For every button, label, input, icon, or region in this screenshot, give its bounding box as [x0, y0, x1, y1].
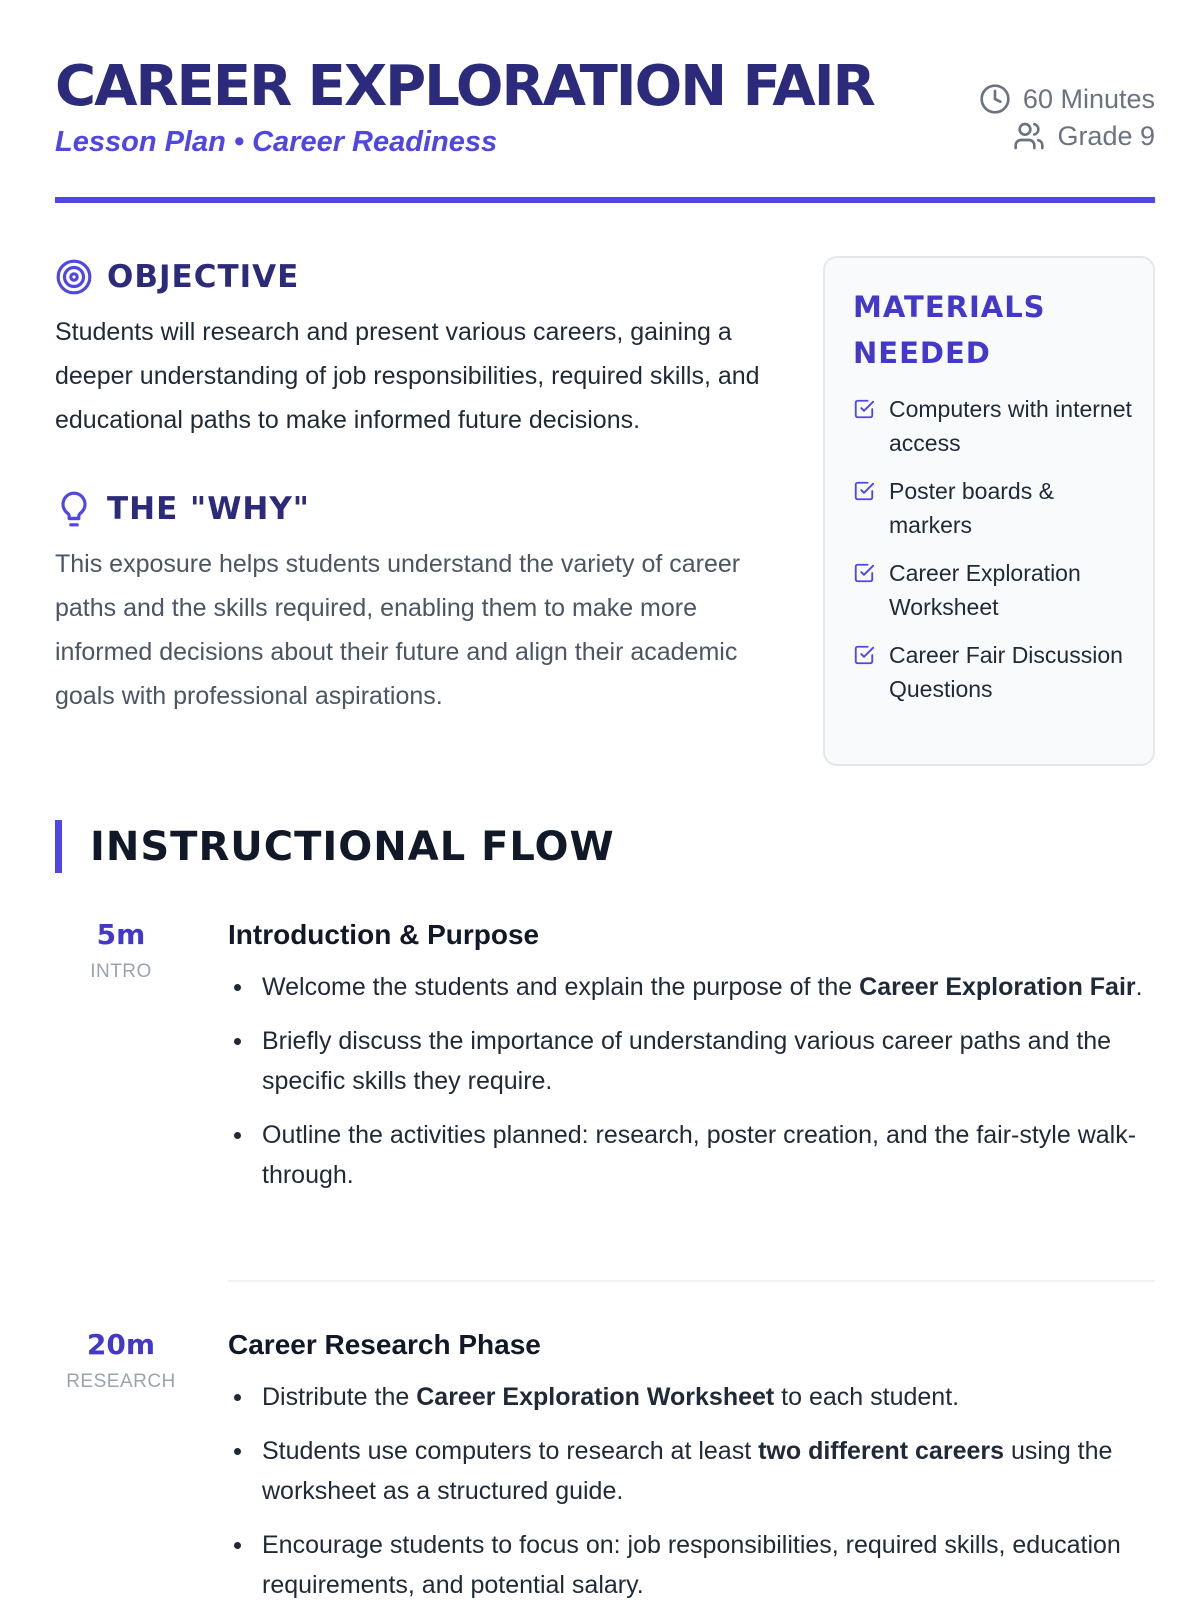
- step-phase-label: RESEARCH: [66, 1371, 176, 1392]
- objective-text: Students will research and present various careers, gaining a deeper understanding of job responsibilities, required skills, and educational paths to make informed future decisions.: [55, 318, 760, 434]
- bullet-text: Students use computers to research at least: [262, 1437, 759, 1465]
- objective-heading: [55, 252, 775, 302]
- checkbox-icon: [853, 644, 875, 666]
- users-icon: [1013, 120, 1045, 152]
- why-text: This exposure helps students understand the variety of career paths and the skills required, enabling them to make more informed decisions about their future and align their academic goals with professional aspirations.: [55, 550, 741, 710]
- step-body: [228, 915, 1155, 1209]
- step-bullet: [228, 1377, 1155, 1417]
- page-subtitle: Lesson Plan • Career Readiness: [55, 126, 498, 158]
- header: [55, 0, 1155, 203]
- bullet-text: Outline the activities planned: research, poster creation, and the fair-style walk-through.: [262, 1121, 1137, 1189]
- material-item: [853, 392, 1133, 460]
- step-time: [55, 1325, 187, 1393]
- grade-meta: [979, 119, 1155, 153]
- lesson-meta: [979, 82, 1155, 156]
- page-title: CAREER EXPLORATION FAIR: [55, 54, 874, 119]
- material-item: [853, 474, 1133, 542]
- step-bullet: [228, 967, 1155, 1007]
- objective-title: OBJECTIVE: [107, 259, 300, 295]
- duration-text: 60 Minutes: [1022, 83, 1155, 114]
- checkbox-icon: [853, 480, 875, 502]
- material-text: Career Exploration Worksheet: [889, 560, 1081, 620]
- step-title: Introduction & Purpose: [228, 919, 540, 950]
- materials-title: MATERIALS NEEDED: [853, 290, 1046, 370]
- step-bullet: [228, 1021, 1155, 1101]
- bullet-emphasis: two different careers: [758, 1437, 1005, 1465]
- step-duration: 5m: [96, 918, 146, 951]
- step-bullet: [228, 1525, 1155, 1605]
- materials-card: [823, 256, 1155, 766]
- grade-text: Grade 9: [1057, 120, 1155, 151]
- instructional-flow-heading: [55, 820, 615, 873]
- bullet-text: Welcome the students and explain the purpose of the: [262, 973, 860, 1001]
- why-heading: [55, 484, 775, 534]
- step-bullets: [228, 967, 1155, 1195]
- materials-list: [853, 392, 1133, 706]
- lightbulb-icon: [55, 490, 93, 528]
- step-duration: 20m: [86, 1328, 156, 1361]
- objective-column: [55, 252, 775, 718]
- step-time: [55, 915, 187, 983]
- lesson-plan-page: [55, 0, 1155, 1599]
- checkbox-icon: [853, 398, 875, 420]
- bullet-text: using the worksheet as a structured guide.: [262, 1437, 1113, 1505]
- duration-meta: [979, 82, 1155, 116]
- step-bullets: [228, 1377, 1155, 1605]
- step-divider: [228, 1280, 1155, 1282]
- target-icon: [55, 258, 93, 296]
- bullet-text: to each student.: [774, 1383, 960, 1411]
- clock-icon: [979, 83, 1011, 115]
- instructional-flow-title: INSTRUCTIONAL FLOW: [90, 823, 615, 870]
- material-item: [853, 556, 1133, 624]
- bullet-text: .: [1135, 973, 1143, 1001]
- material-text: Career Fair Discussion Questions: [889, 642, 1123, 702]
- step-phase-label: INTRO: [90, 961, 152, 982]
- material-item: [853, 638, 1133, 706]
- checkbox-icon: [853, 562, 875, 584]
- step-bullet: [228, 1431, 1155, 1511]
- bullet-emphasis: Career Exploration Worksheet: [416, 1383, 775, 1411]
- material-text: Poster boards & markers: [889, 478, 1054, 538]
- bullet-text: Distribute the: [262, 1383, 417, 1411]
- step-body: [228, 1325, 1155, 1619]
- bullet-emphasis: Career Exploration Fair: [859, 973, 1136, 1001]
- bullet-text: Briefly discuss the importance of understanding various career paths and the specific skills they require.: [262, 1027, 1112, 1095]
- why-title: THE "WHY": [107, 491, 310, 527]
- bullet-text: Encourage students to focus on: job responsibilities, required skills, education requirements, and potential salary.: [262, 1531, 1121, 1599]
- material-text: Computers with internet access: [889, 396, 1132, 456]
- step-title: Career Research Phase: [228, 1329, 541, 1360]
- step-bullet: [228, 1115, 1155, 1195]
